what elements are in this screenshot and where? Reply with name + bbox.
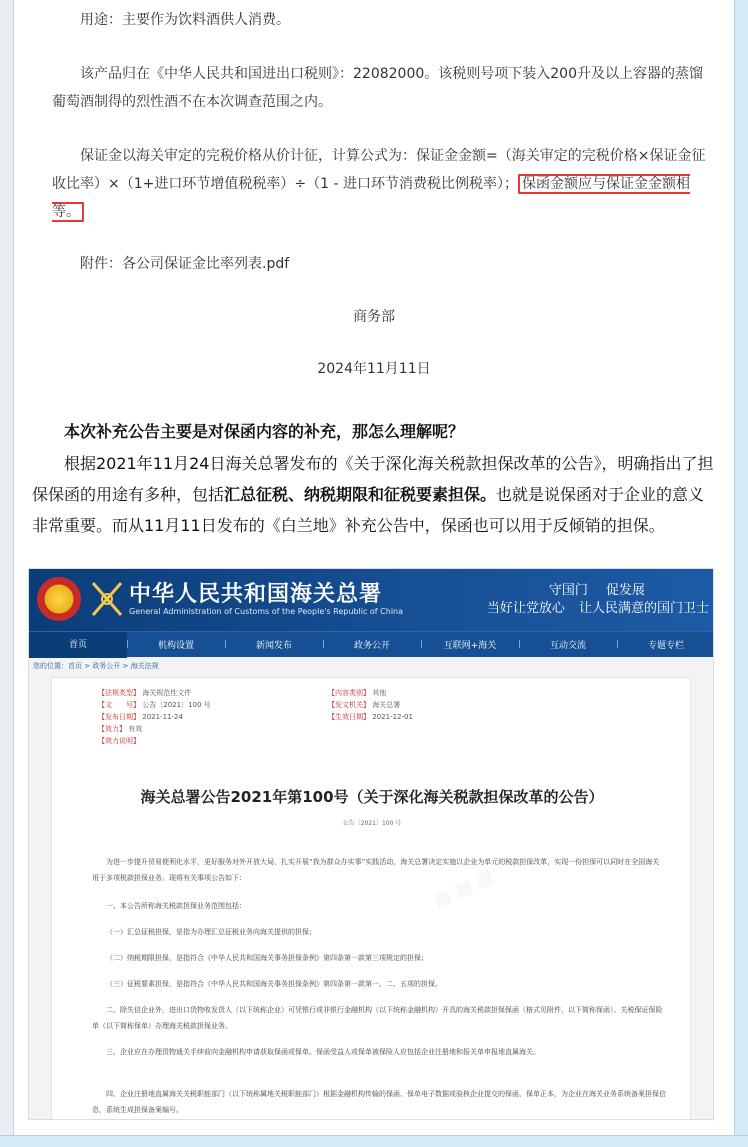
question-heading: 本次补充公告主要是对保函内容的补充，那怎么理解呢？ — [64, 422, 465, 441]
issuer-name: 商务部 — [353, 309, 395, 325]
notice-item-3: 三、企业应在办理货物通关手续前向金融机构申请获取保函或保单。保函受益人或保单被保险人应包括企业注册地和报关单申报地直属海关。 — [106, 1048, 540, 1056]
meta-category: 【内容类别】 其他 — [328, 689, 387, 697]
notice-number: 公告〔2021〕100 号 — [342, 820, 402, 827]
left-frame-rail — [0, 0, 14, 1147]
watermark: ▦ ▦ ▦ — [430, 865, 498, 912]
national-emblem-icon — [37, 577, 81, 621]
meta-issuer: 【发文机关】 海关总署 — [328, 701, 401, 709]
customs-header — [29, 569, 714, 631]
site-title-cn: 中华人民共和国海关总署 — [129, 581, 383, 607]
explanation-bold: 汇总征税、纳税期限和征税要素担保。 — [224, 485, 497, 504]
notice-item-1-2: （二）纳税期限担保，是指符合《中华人民共和国海关事务担保条例》第四条第一款第三项规定的担保； — [106, 954, 428, 962]
nav-home[interactable]: 首页 — [29, 632, 127, 658]
notice-item-1-1: （一）汇总征税担保，是指为办理汇总征税业务向海关提供的担保； — [106, 928, 316, 936]
issue-date: 2024年11月11日 — [317, 361, 431, 377]
explanation-paragraph — [32, 448, 716, 541]
notice-intro: 为进一步提升贸易便利化水平，更好服务对外开放大局，扎实开展“我为群众办实事”实践活动，海关总署决定实施以企业为单元的税款担保改革，实现一份担保可以同时在全国海关用于多项税款担保业务。现将有关事项公告如下： — [92, 858, 660, 882]
meta-publish-date: 【发布日期】 2021-11-24 — [98, 713, 183, 721]
deposit-highlight: 保函金额应与保证金金额相等。 — [52, 176, 690, 220]
notice-item-2: 二、除失信企业外，进出口货物收发货人（以下统称企业）可凭银行或非银行金融机构（以下统称金融机构）开具的海关税款担保保函（格式见附件，以下简称保函）、关税保证保险单（以下简称保单）办理海关税款担保业务。 — [92, 1006, 663, 1030]
nav-internet-customs[interactable]: 互联网+海关 — [421, 638, 519, 651]
nav-government-affairs[interactable]: 政务公开 — [323, 638, 421, 651]
usage-text: 用途：主要作为饮料酒供人消费。 — [80, 12, 290, 28]
tariff-text: 该产品归在《中华人民共和国进出口税则》：22082000。该税则号项下装入200升及以上容器的蒸馏葡萄酒制得的烈性酒不在本次调查范围之内。 — [52, 66, 703, 110]
meta-validity: 【效力】 有效 — [98, 725, 143, 733]
site-title-en: General Administration of Customs of the People's Republic of China — [129, 607, 404, 616]
meta-effective-date: 【生效日期】 2021-12-01 — [328, 713, 413, 721]
meta-type: 【法规类型】 海关规范性文件 — [98, 689, 192, 697]
breadcrumb: 您的位置：首页 > 政务公开 > 海关法规 — [33, 662, 159, 670]
notice-document — [51, 677, 691, 1120]
customs-key-logo-icon — [89, 579, 125, 619]
slogan-line-1: 守国门 促发展 — [548, 583, 645, 598]
notice-item-1-3: （三）征税要素担保，是指符合《中华人民共和国海关事务担保条例》第四条第一款第一、二、五项的担保。 — [106, 980, 442, 988]
meta-doc-number: 【文 号】 公告〔2021〕100 号 — [98, 701, 211, 709]
deposit-formula-text — [52, 142, 712, 226]
deposit-formula-main: 保证金以海关审定的完税价格从价计征，计算公式为：保证金金额=（海关审定的完税价格×保证金征收比率）×（1+进口环节增值税税率）÷（1 - 进口环节消费税比例税率）； — [52, 148, 706, 192]
explanation-part-a: 根据2021年11月24日海关总署发布的《关于深化海关税款担保改革的公告》，明确指出了担保保函的用途有多种，包括 — [32, 454, 714, 504]
notice-item-4: 四、企业注册地直属海关关税职能部门（以下统称属地关税职能部门）根据金融机构传输的保函、保单电子数据或验核企业提交的保函、保单正本，为企业在海关业务系统备案担保信息，系统生成担保备案编号。 — [92, 1090, 666, 1114]
customs-nav — [29, 631, 714, 657]
customs-website-screenshot — [28, 568, 714, 1120]
regulation-meta-box — [98, 688, 646, 760]
explanation-part-b: 也就是说保函对于企业的意义非常重要。而从11月11日发布的《白兰地》补充公告中，保函也可以用于反倾销的担保。 — [32, 485, 705, 535]
bottom-frame-bar — [0, 1135, 748, 1147]
slogan-line-2: 当好让党放心 让人民满意的国门卫士 — [486, 601, 709, 616]
meta-validity-note: 【效力说明】 — [98, 737, 140, 745]
nav-news[interactable]: 新闻发布 — [225, 638, 323, 651]
right-scroll-rail[interactable] — [734, 0, 748, 1147]
attachment-link[interactable]: 附件：各公司保证金比率列表.pdf — [80, 256, 290, 272]
nav-special-topics[interactable]: 专题专栏 — [617, 638, 714, 651]
nav-interaction[interactable]: 互动交流 — [519, 638, 617, 651]
notice-title: 海关总署公告2021年第100号（关于深化海关税款担保改革的公告） — [140, 788, 604, 806]
nav-organization[interactable]: 机构设置 — [127, 638, 225, 651]
notice-item-1: 一、本公告所称海关税款担保业务范围包括： — [106, 902, 246, 910]
